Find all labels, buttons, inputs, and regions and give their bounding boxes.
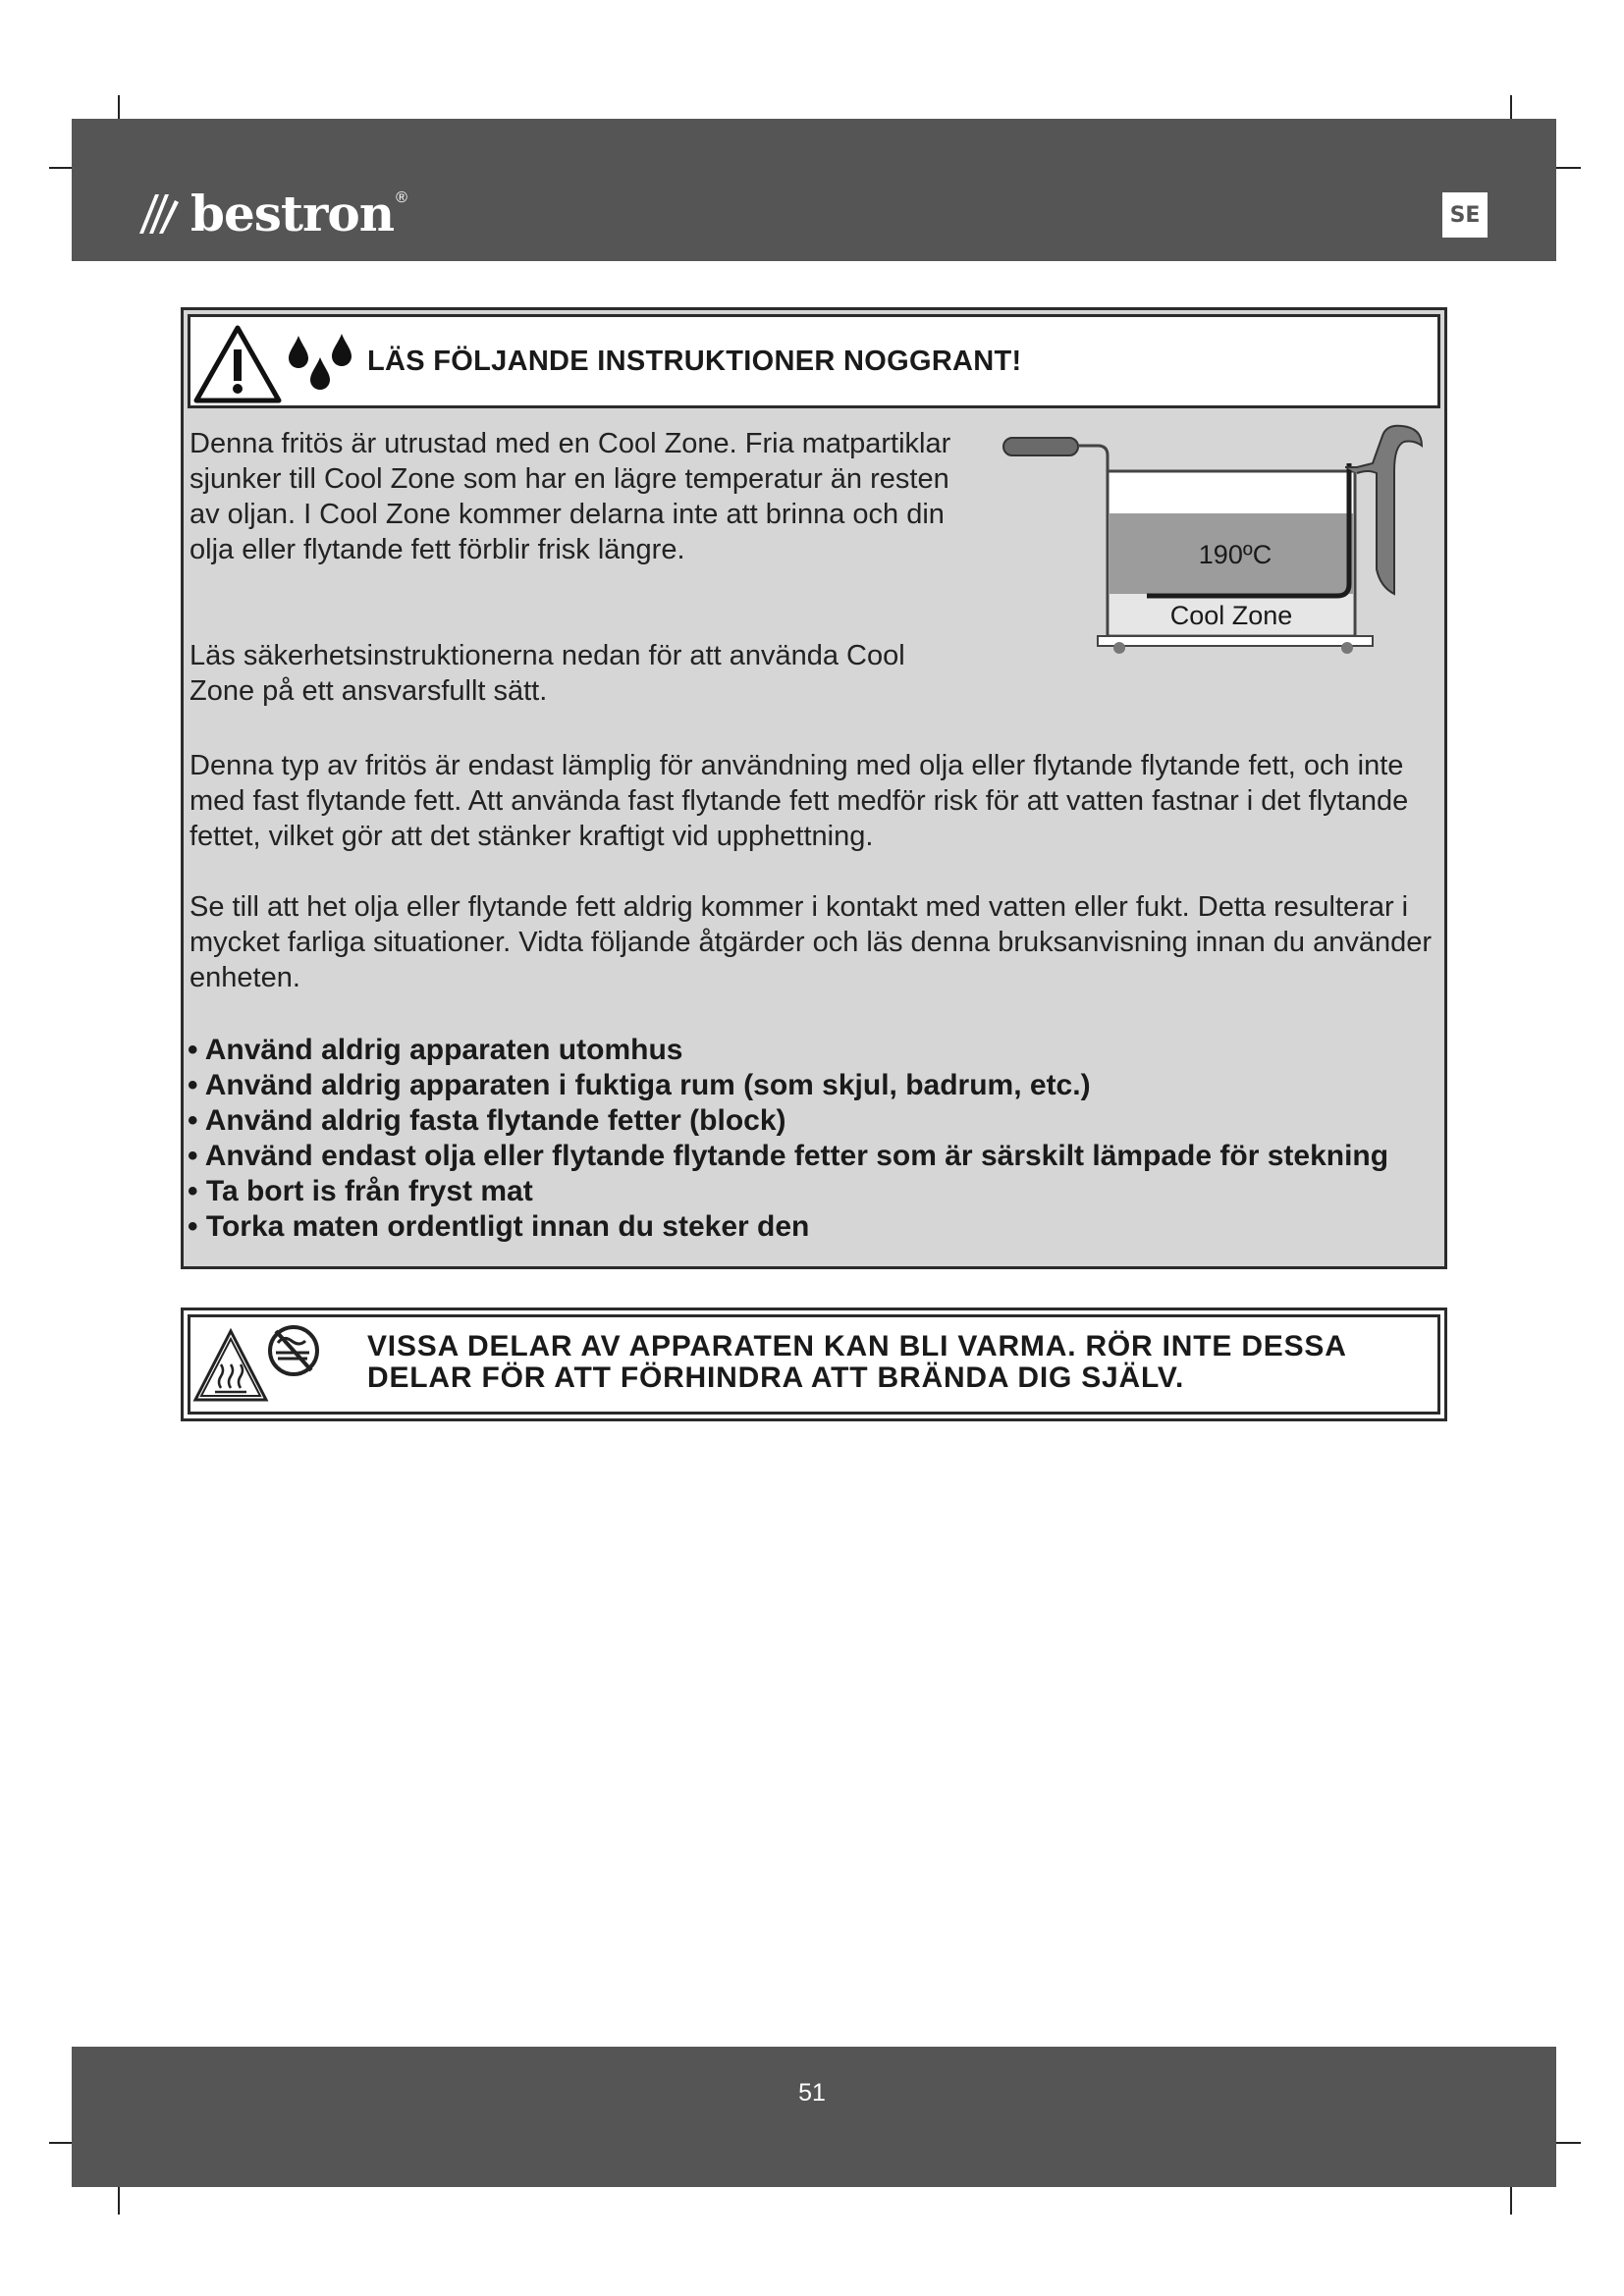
safety-instructions-paragraph: Läs säkerhetsinstruktionerna nedan för att använda Cool Zone på ett ansvarsfullt sätt. [189,640,905,707]
hot-warning-line-2: DELAR FÖR ATT FÖRHINDRA ATT BRÄNDA DIG SJÄLV. [367,1362,1185,1394]
list-item: • Använd aldrig apparaten utomhus [188,1033,1388,1068]
footer-bar [72,2047,1556,2187]
instructions-title: LÄS FÖLJANDE INSTRUKTIONER NOGGRANT! [367,346,1022,377]
page-number: 51 [798,2079,826,2107]
safety-bullet-list [188,1033,1388,1245]
list-item: • Använd aldrig fasta flytande fetter (block) [188,1103,1388,1139]
list-item: • Använd aldrig apparaten i fuktiga rum (som skjul, badrum, etc.) [188,1068,1388,1103]
list-item: • Torka maten ordentligt innan du steker den [188,1209,1388,1245]
hot-surface-icon [191,1317,329,1410]
warning-triangle-icon [192,324,283,404]
list-item: • Använd endast olja eller flytande flytande fetter som är särskilt lämpade för stekning [188,1139,1388,1174]
oil-type-paragraph: Denna typ av fritös är endast lämplig för användning med olja eller flytande flytande fett, och inte med fast flytande fett. Att använda fast flytande fett medför risk för att vatten fastnar i det flytande fettet, vilket gör att det stänker kraftigt vid upphettning. [189,750,1409,852]
hot-surface-warning-text [367,1331,1428,1394]
fryer-cool-zone-diagram [992,412,1434,658]
brand-logo [137,185,407,243]
brand-name: bestron [190,185,395,242]
list-item: • Ta bort is från fryst mat [188,1174,1388,1209]
brand-chevron-icon [137,190,181,238]
hot-warning-line-1: VISSA DELAR AV APPARATEN KAN BLI VARMA. RÖR INTE DESSA [367,1330,1347,1362]
cool-zone-paragraph: Denna fritös är utrustad med en Cool Zone. Fria matpartiklar sjunker till Cool Zone som har en lägre temperatur än resten av oljan. I Cool Zone kommer delarna inte att brinna och din olja eller flytande fett förblir frisk längre. [189,428,951,565]
language-badge: SE [1442,192,1488,238]
temperature-label: 190ºC [1198,540,1272,569]
brand-registered-mark: ® [396,189,407,206]
cool-zone-label: Cool Zone [1169,601,1293,630]
water-contact-paragraph: Se till att het olja eller flytande fett aldrig kommer i kontakt med vatten eller fukt. Detta resulterar i mycket farliga situationer. Vidta följande åtgärder och läs denna bruksanvisning innan du använder enheten. [189,891,1432,993]
oil-drops-icon [285,328,355,397]
